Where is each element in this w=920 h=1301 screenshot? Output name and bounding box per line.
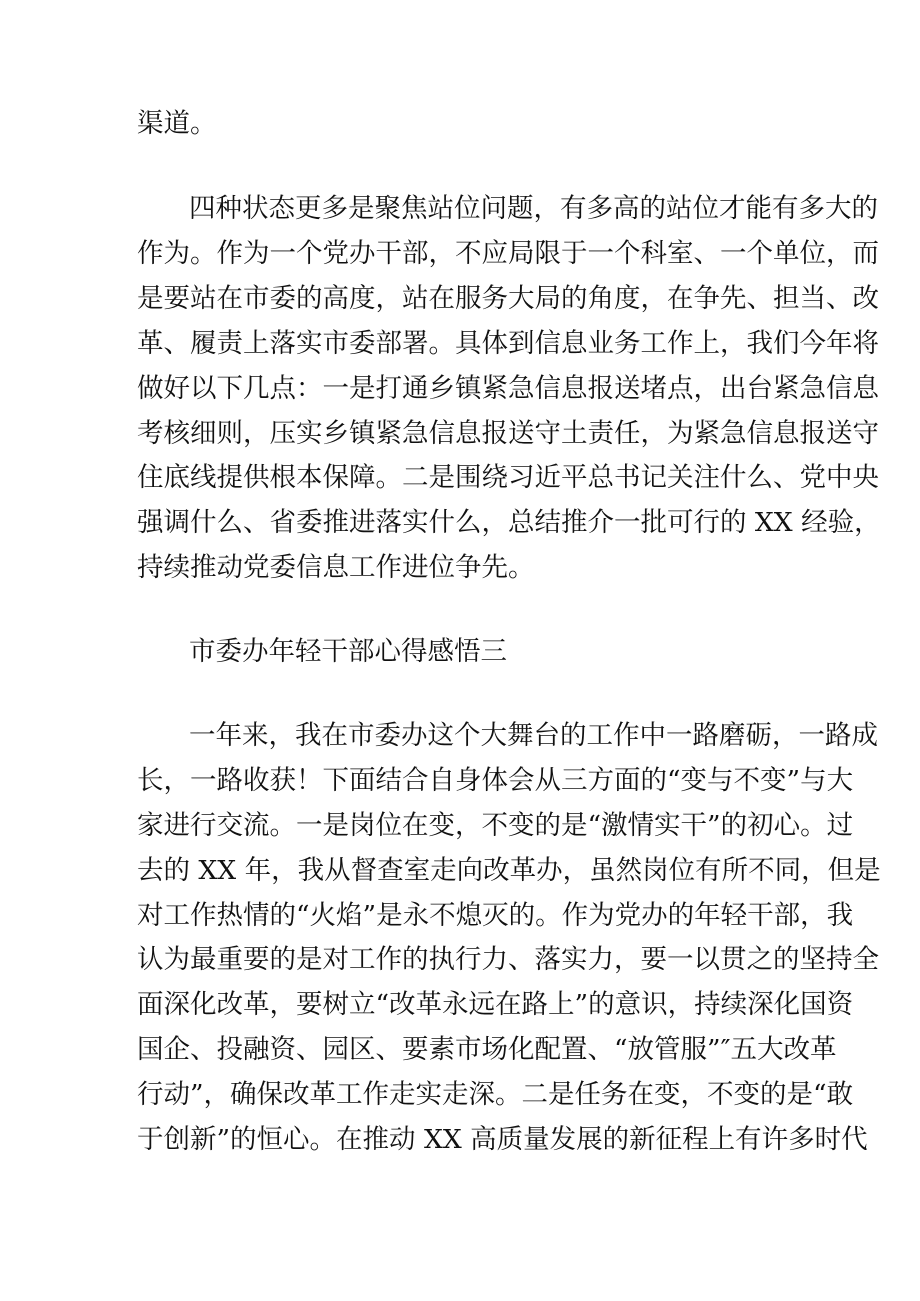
paragraph-2-line-1: 四种状态更多是聚焦站位问题，有多高的站位才能有多大的 bbox=[189, 193, 878, 224]
paragraph-3-line-8: 国企、投融资、园区、要素市场化配置、“放管服”″五大改革 bbox=[137, 1034, 837, 1065]
paragraph-3-line-9: 行动”，确保改革工作走实走深。二是任务在变，不变的是“敢 bbox=[137, 1079, 854, 1110]
paragraph-3-line-7: 面深化改革，要树立“改革永远在路上”的意识，持续深化国资 bbox=[137, 989, 854, 1020]
paragraph-3-line-6: 认为最重要的是对工作的执行力、落实力，要一以贯之的坚持全 bbox=[137, 944, 879, 975]
paragraph-3-line-4: 去的 XX 年，我从督查室走向改革办，虽然岗位有所不同，但是 bbox=[137, 855, 881, 886]
section-heading: 市委办年轻干部心得感悟三 bbox=[189, 636, 507, 667]
paragraph-3-line-10: 于创新”的恒心。在推动 XX 高质量发展的新征程上有许多时代 bbox=[137, 1124, 868, 1155]
paragraph-2-line-6: 考核细则，压实乡镇紧急信息报送守土责任，为紧急信息报送守 bbox=[137, 418, 879, 449]
paragraph-2-line-2: 作为。作为一个党办干部，不应局限于一个科室、一个单位，而 bbox=[137, 238, 879, 269]
paragraph-2-line-9: 持续推动党委信息工作进位争先。 bbox=[137, 552, 535, 583]
paragraph-3-line-1: 一年来，我在市委办这个大舞台的工作中一路磨砺，一路成 bbox=[189, 720, 878, 751]
paragraph-2-line-8: 强调什么、省委推进落实什么，总结推介一批可行的 XX 经验， bbox=[137, 507, 881, 538]
paragraph-2-line-3: 是要站在市委的高度，站在服务大局的角度，在争先、担当、改 bbox=[137, 283, 879, 314]
paragraph-1-line-1: 渠道。 bbox=[137, 108, 217, 139]
paragraph-3-line-3: 家进行交流。一是岗位在变，不变的是“激情实干”的初心。过 bbox=[137, 810, 854, 841]
paragraph-3-line-5: 对工作热情的“火焰”是永不熄灭的。作为党办的年轻干部，我 bbox=[137, 900, 854, 931]
paragraph-2-line-5: 做好以下几点：一是打通乡镇紧急信息报送堵点，出台紧急信息 bbox=[137, 373, 879, 404]
paragraph-2-line-7: 住底线提供根本保障。二是围绕习近平总书记关注什么、党中央 bbox=[137, 462, 879, 493]
paragraph-3-line-2: 长，一路收获！下面结合自身体会从三方面的“变与不变”与大 bbox=[137, 765, 854, 796]
paragraph-2-line-4: 革、履责上落实市委部署。具体到信息业务工作上，我们今年将 bbox=[137, 328, 879, 359]
